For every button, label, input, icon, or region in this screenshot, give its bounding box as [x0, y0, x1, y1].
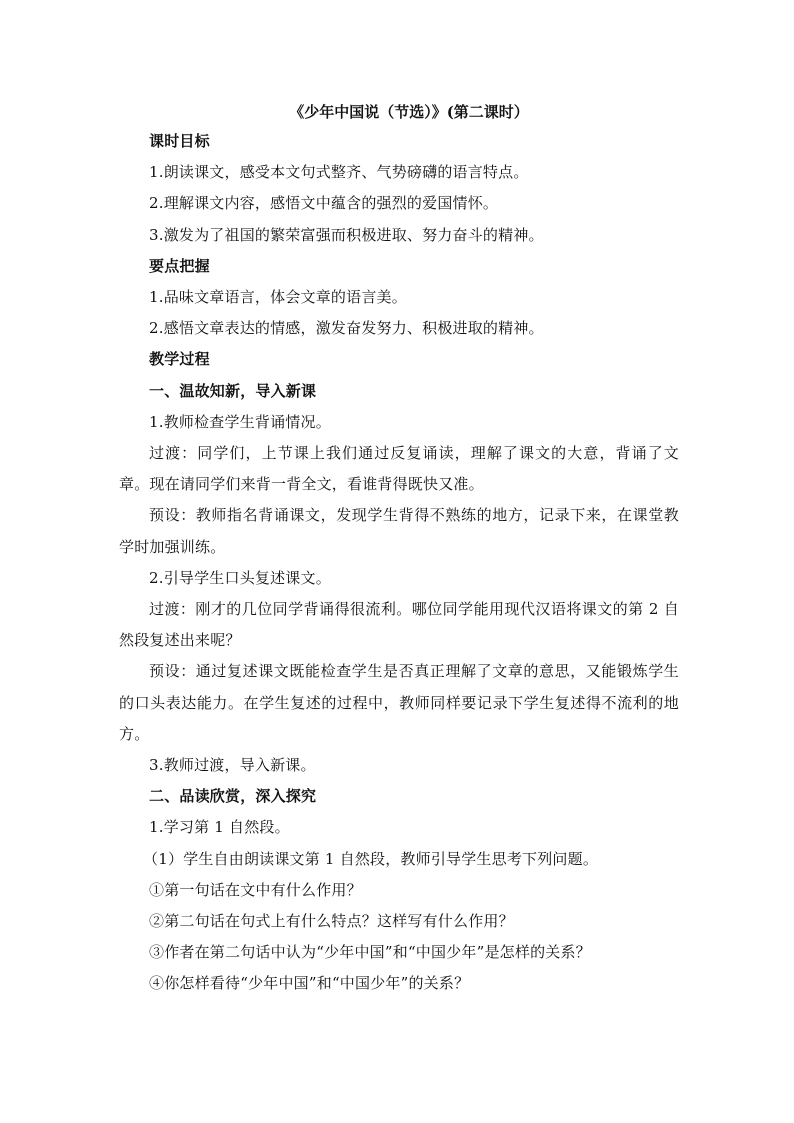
- paragraph: 2.感悟文章表达的情感，激发奋发努力、积极进取的精神。: [149, 319, 544, 338]
- document-title: 《少年中国说（节选）》(第二课时）: [289, 103, 529, 121]
- paragraph: 1.教师检查学生背诵情况。: [149, 412, 331, 431]
- paragraph: 过渡：同学们，上节课上我们通过反复诵读，理解了课文的大意，背诵了文章。现在请同学们来背一背全文，看谁背得既快又准。: [119, 444, 679, 494]
- paragraph: 2.理解课文内容，感悟文中蕴含的强烈的爱国情怀。: [149, 194, 499, 213]
- document-page: [119, 98, 679, 1000]
- question-item: ②第二句话在句式上有什么特点？这样写有什么作用？: [149, 912, 514, 931]
- paragraph: 预设：教师指名背诵课文，发现学生背得不熟练的地方，记录下来，在课堂教学时加强训练。: [119, 506, 679, 556]
- question-item: ①第一句话在文中有什么作用？: [149, 880, 362, 899]
- paragraph: 3.激发为了祖国的繁荣富强而积极进取、努力奋斗的精神。: [149, 225, 544, 244]
- subsection-heading-review: 一、温故知新，导入新课: [149, 381, 317, 400]
- section-heading-objectives: 课时目标: [149, 132, 210, 150]
- paragraph: 预设：通过复述课文既能检查学生是否真正理解了文章的意思，又能锻炼学生的口头表达能力。在学生复述的过程中，教师同样要记录下学生复述得不流利的地方。: [119, 662, 679, 743]
- paragraph: 2.引导学生口头复述课文。: [149, 568, 331, 587]
- question-item: ③作者在第二句话中认为“少年中国”和“中国少年”是怎样的关系？: [149, 943, 591, 962]
- paragraph: 1.品味文章语言，体会文章的语言美。: [149, 288, 407, 307]
- paragraph: （1）学生自由朗读课文第 1 自然段，教师引导学生思考下列问题。: [143, 849, 599, 868]
- paragraph: 3.教师过渡，导入新课。: [149, 756, 316, 775]
- question-item: ④你怎样看待“少年中国”和“中国少年”的关系？: [149, 974, 470, 993]
- subsection-heading-appreciation: 二、品读欣赏，深入探究: [149, 787, 317, 806]
- paragraph: 1.朗读课文，感受本文句式整齐、气势磅礴的语言特点。: [149, 163, 529, 182]
- section-heading-process: 教学过程: [149, 350, 210, 369]
- section-heading-key-points: 要点把握: [149, 256, 210, 275]
- paragraph: 1.学习第 1 自然段。: [149, 818, 290, 837]
- paragraph: 过渡：刚才的几位同学背诵得很流利。哪位同学能用现代汉语将课文的第 2 自然段复述出来呢？: [119, 600, 679, 650]
